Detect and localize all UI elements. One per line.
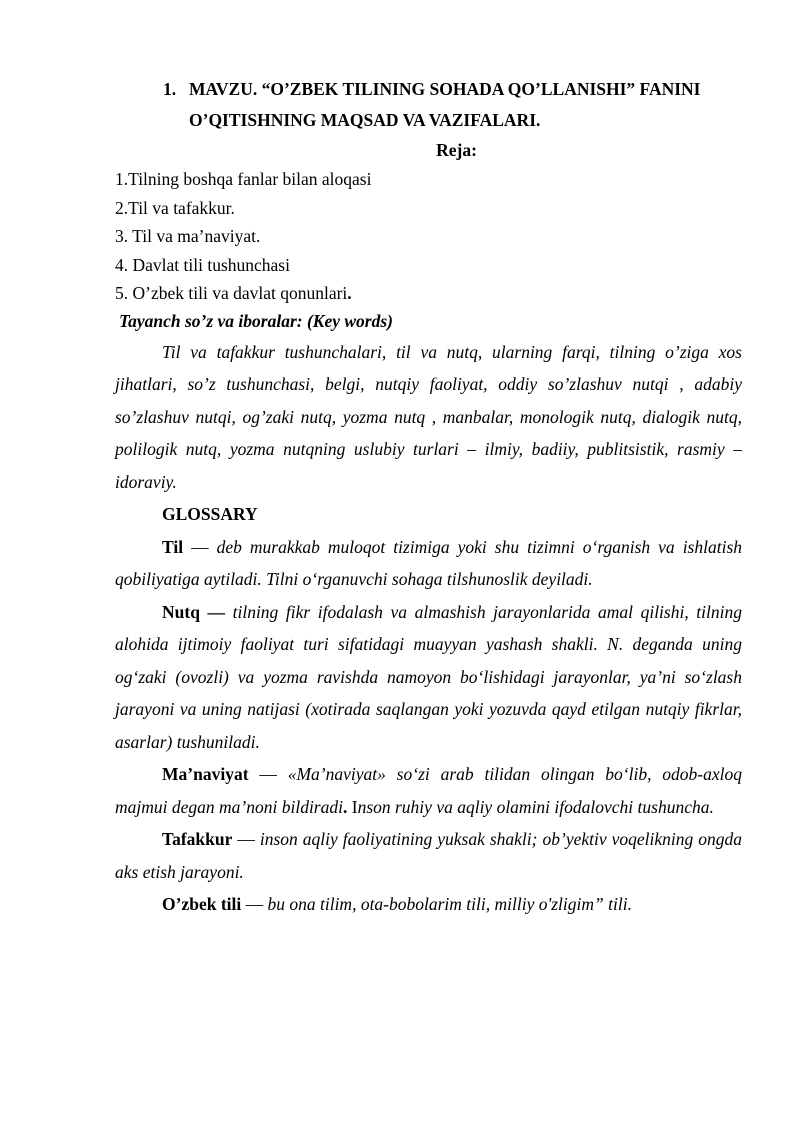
topic-number: 1. [163,79,177,99]
plan-list [115,165,742,308]
plan-item-end: . [347,283,352,303]
definition-stop: . [342,796,348,817]
plan-item: 1.Tilning boshqa fanlar bilan aloqasi [115,169,372,189]
glossary-term: Tafakkur [162,829,233,849]
keywords-heading: Tayanch so’z va iboralar: (Key words) [119,310,394,331]
glossary-entry-til [115,531,742,596]
plan-item-text: 5. O’zbek tili va davlat qonunlari [115,283,348,303]
plan-item: 2.Til va tafakkur. [115,197,235,218]
glossary-entry-tafakkur [115,823,742,888]
glossary-definition: «Ma’naviyat» so‘zi arab tilidan olingan bo‘lib, odob-axloq majmui degan ma’noni bildiradi [115,764,742,817]
topic-title-text: MAVZU. “O’ZBEK TILINING SOHADA QO’LLANISHI” FANINI O’QITISHNING MAQSAD VA VAZIFALARI. [189,79,701,130]
glossary-definition: deb murakkab muloqot tizimiga yoki shu tizimni o‘rganish va ishlatish qobiliyatiga aytiladi. Tilni o‘rganuvchi sohaga tilshunoslik deyiladi. [115,536,743,589]
keywords-paragraph: Til va tafakkur tushunchalari, til va nutq, ularning farqi, tilning o’ziga xos jihatlari, so’z tushunchasi, belgi, nutqiy faoliyat, oddiy so’zlashuv nutqi , adabiy so’zlashuv nutqi, og’zaki nutq, yozma nutq , manbalar, monologik nutq, dialogik nutq, polilogik nutq, yozma nutqning uslubiy turlari – ilmiy, badiiy, publitsistik, rasmiy – idoraviy. [115,341,742,492]
glossary-definition: inson aqliy faoliyatining yuksak shakli; ob’yektiv voqelikning ongda aks etish jarayoni. [115,829,743,882]
glossary-definition: tilning fikr ifodalash va almashish jarayonlarida amal qilishi, tilning alohida ijtimoiy faoliyat turi sifatidagi muayyan yashash shakli. N. deganda uning og‘zaki (ovozli) va yozma ravishda namoyon bo‘lishidagi jarayonlar, ya’ni so‘zlash jarayoni va uning natijasi (xotirada saqlangan yoki yozuvda qayd etilgan nutqiy fikrlar, asarlar) tushuniladi. [115,601,742,752]
glossary-definition-cont: nson ruhiy va aqliy olamini ifodalovchi tushuncha. [357,796,714,817]
document-content [115,74,742,921]
glossary-term: O’zbek tili [162,894,242,914]
term-dash: — [241,894,268,914]
plan-heading: Reja: [436,140,477,160]
glossary-term: Ma’naviyat [162,764,249,784]
plan-item: 3. Til va ma’naviyat. [115,226,261,246]
glossary-entry-nutq [115,596,742,759]
glossary-entry-ozbek-tili [115,888,742,921]
term-dash: — [248,764,288,784]
glossary-definition: bu ona tilim, ota-bobolarim tili, milliy o'zligim” tili. [267,894,632,914]
glossary-entry-manaviyat [115,758,742,823]
glossary-heading: GLOSSARY [162,504,258,524]
glossary-term: Nutq [162,601,200,622]
topic-title [163,74,742,136]
term-dash: — [183,536,217,557]
plan-item: 4. Davlat tili tushunchasi [115,254,290,275]
term-dash: — [199,601,233,622]
plan-item [115,279,742,308]
term-dash: — [232,829,260,849]
definition-initial: I [351,796,358,817]
glossary-term: Til [162,536,184,557]
